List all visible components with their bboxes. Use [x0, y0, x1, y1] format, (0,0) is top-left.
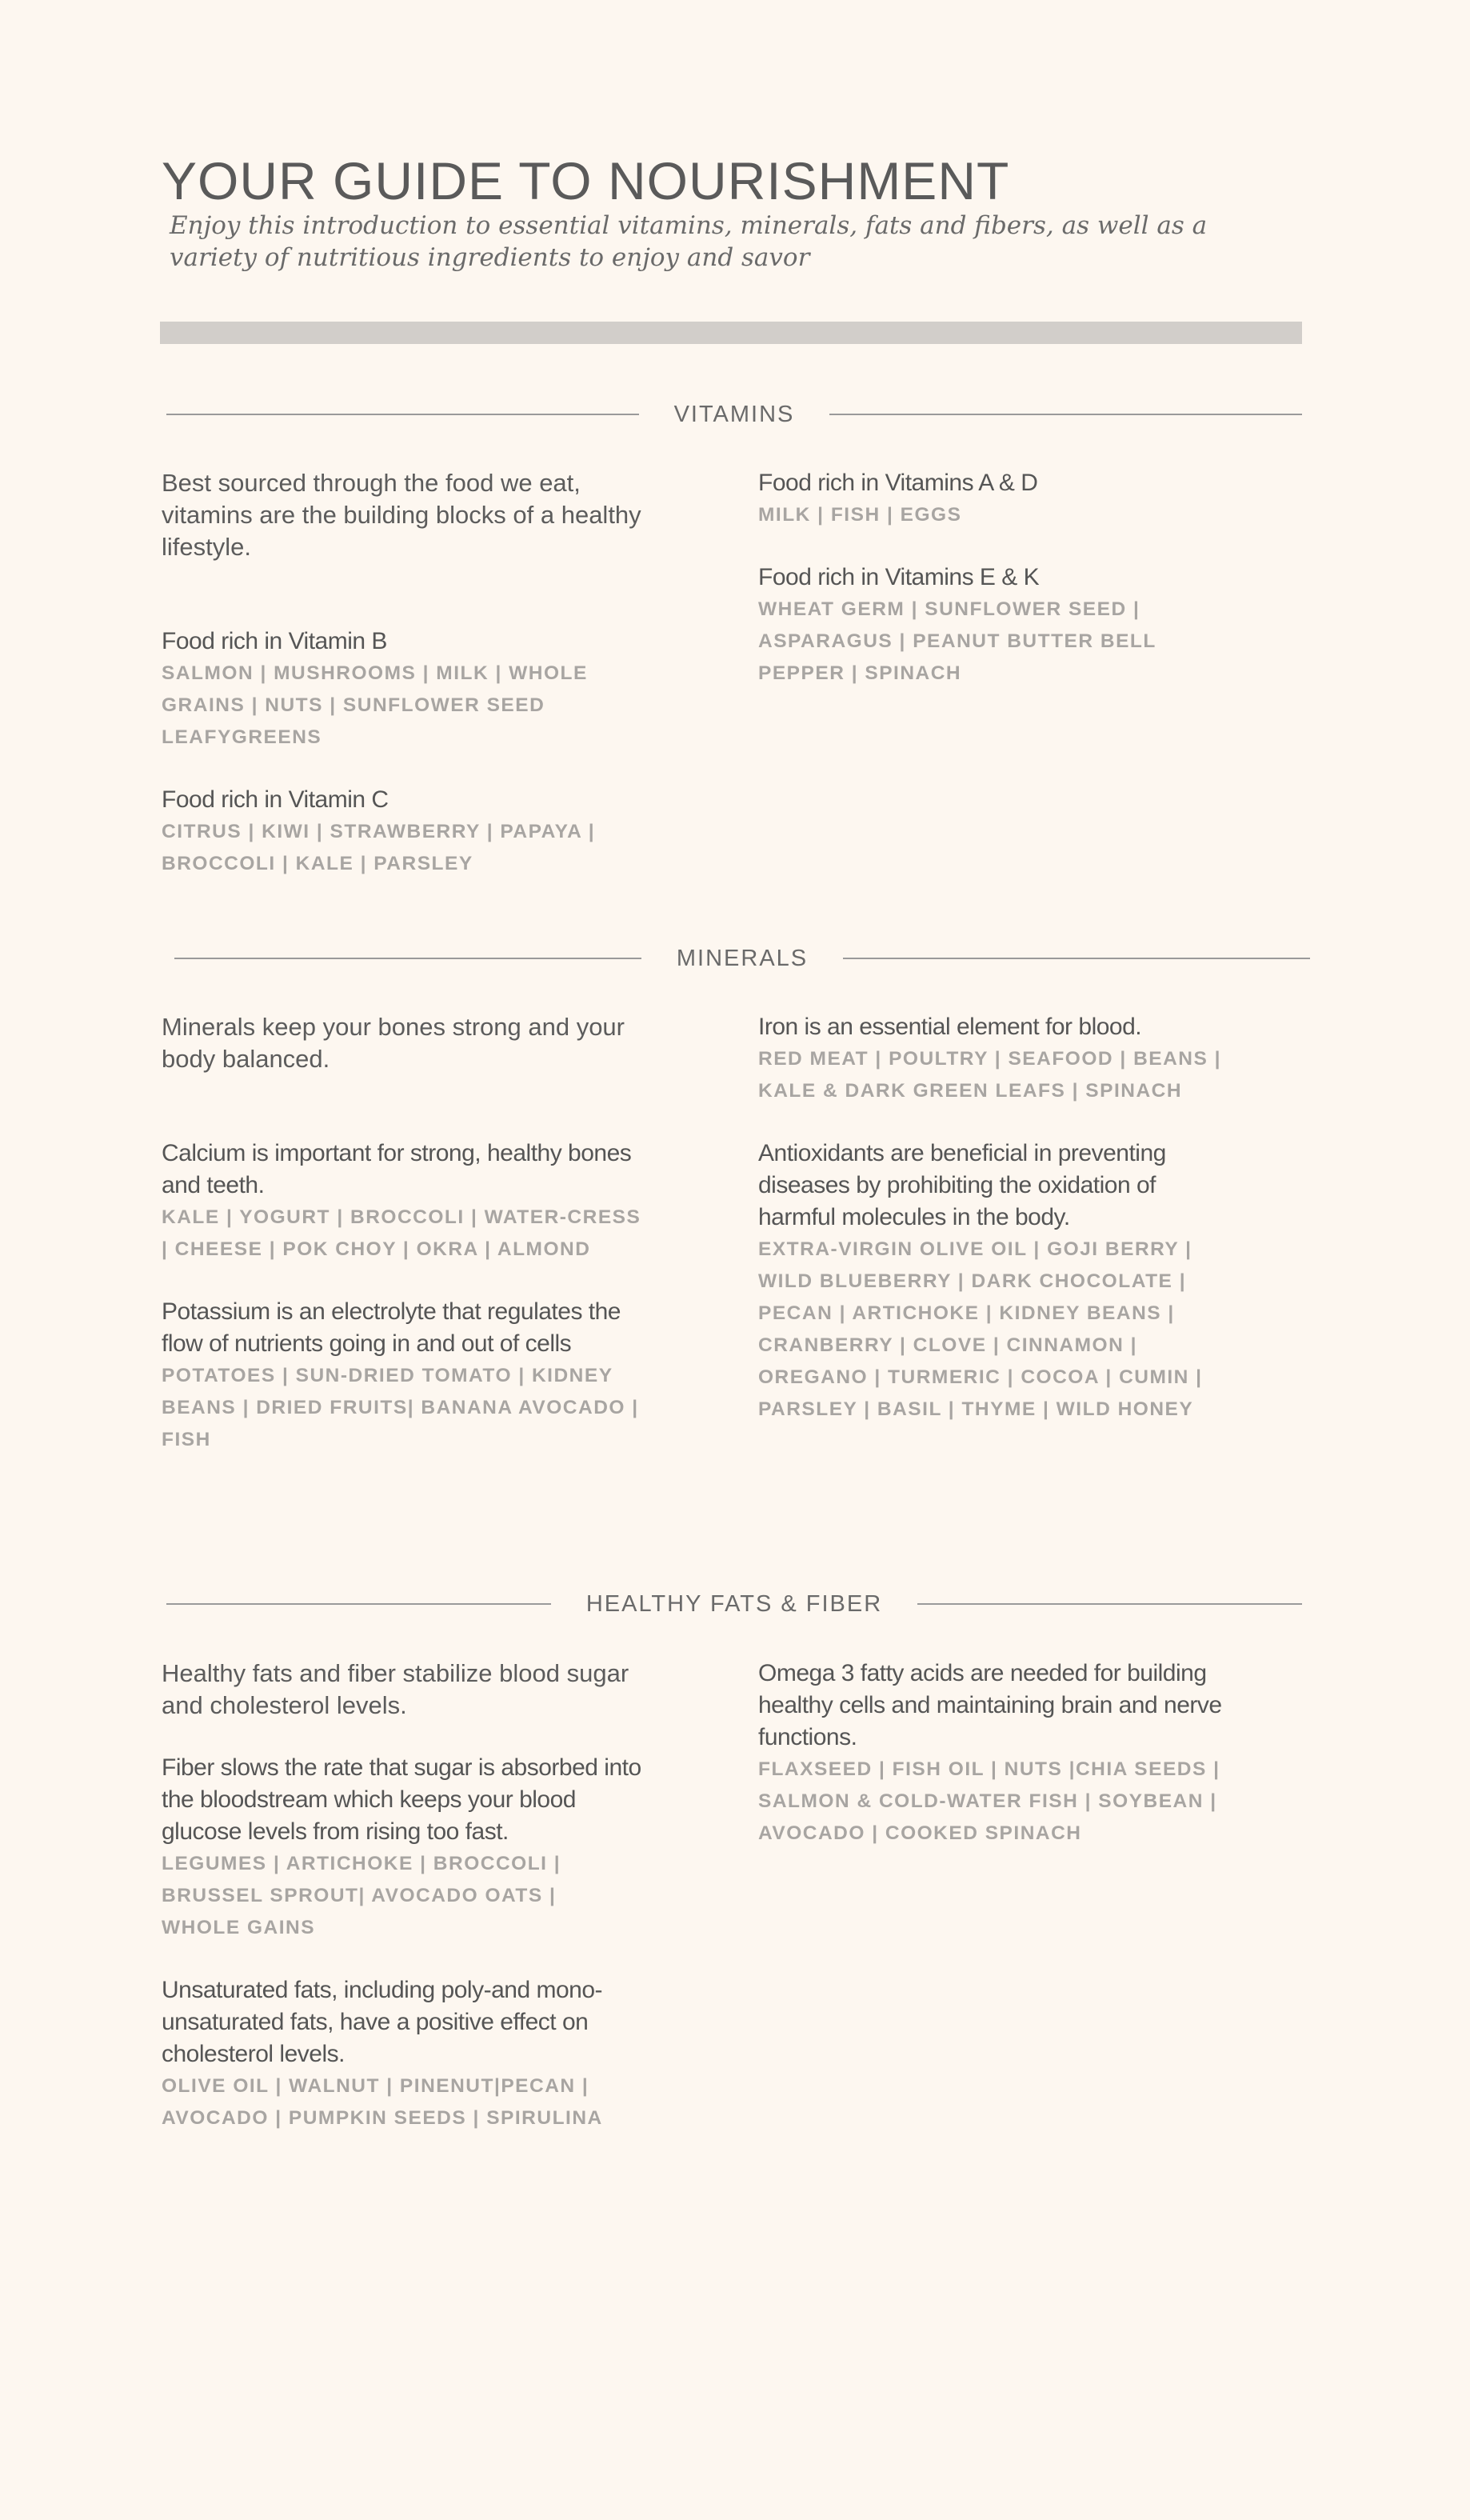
vitamin-ad-foods: MILK | FISH | EGGS [758, 504, 962, 526]
section-label-fats-fiber: HEALTHY FATS & FIBER [585, 1590, 883, 1617]
fiber-heading: Fiber slows the rate that sugar is absorbed into the bloodstream which keeps your blood glucose levels from rising too fast. [162, 1754, 641, 1845]
section-label-minerals: MINERALS [676, 945, 809, 971]
fats-right-column [758, 1658, 1230, 1850]
omega3-block [758, 1658, 1230, 1850]
iron-foods: RED MEAT | POULTRY | SEAFOOD | BEANS | KALE & DARK GREEN LEAFS | SPINACH [758, 1048, 1221, 1102]
divider-line [843, 958, 1310, 959]
divider-line [166, 1603, 551, 1605]
section-divider-vitamins [166, 398, 1302, 430]
vitamin-b-heading: Food rich in Vitamin B [162, 628, 387, 654]
section-divider-fats-fiber [166, 1588, 1302, 1620]
page-subtitle: Enjoy this introduction to essential vitamins, minerals, fats and fibers, as well as a variety of nutritious ingredients to enjoy and savor [170, 211, 1208, 272]
divider-line [917, 1603, 1302, 1605]
unsaturated-fats-heading: Unsaturated fats, including poly-and mono-unsaturated fats, have a positive effect on cholesterol levels. [162, 1977, 602, 2067]
divider-line [166, 414, 639, 415]
vitamins-left-column [162, 467, 641, 880]
omega3-heading: Omega 3 fatty acids are needed for building healthy cells and maintaining brain and nerve functions. [758, 1660, 1222, 1750]
unsaturated-fats-block [162, 1974, 641, 2134]
vitamin-ad-block [758, 467, 1238, 531]
iron-heading: Iron is an essential element for blood. [758, 1014, 1142, 1040]
vitamin-ad-heading: Food rich in Vitamins A & D [758, 470, 1038, 496]
calcium-block [162, 1138, 641, 1266]
calcium-foods: KALE | YOGURT | BROCCOLI | WATER-CRESS | CHEESE | POK CHOY | OKRA | ALMOND [162, 1206, 641, 1260]
potassium-heading: Potassium is an electrolyte that regulates the flow of nutrients going in and out of cells [162, 1298, 621, 1357]
calcium-heading: Calcium is important for strong, healthy bones and teeth. [162, 1140, 632, 1198]
unsaturated-fats-foods: OLIVE OIL | WALNUT | PINENUT|PECAN | AVOCADO | PUMPKIN SEEDS | SPIRULINA [162, 2075, 603, 2129]
antioxidants-block [758, 1138, 1230, 1426]
divider-line [829, 414, 1302, 415]
fiber-block [162, 1752, 641, 1944]
vitamin-c-heading: Food rich in Vitamin C [162, 786, 389, 813]
vitamin-c-block [162, 784, 641, 880]
antioxidants-foods: EXTRA-VIRGIN OLIVE OIL | GOJI BERRY | WILD BLUEBERRY | DARK CHOCOLATE | PECAN | ARTICHOKE | KIDNEY BEANS | CRANBERRY | CLOVE | CINNAMON | OREGANO | TURMERIC | COCOA | CUMIN | PARSLEY | BASIL | THYME | WILD HONEY [758, 1238, 1203, 1420]
potassium-foods: POTATOES | SUN-DRIED TOMATO | KIDNEY BEANS | DRIED FRUITS| BANANA AVOCADO | FISH [162, 1365, 639, 1450]
vitamin-ek-block [758, 562, 1238, 690]
vitamin-b-foods: SALMON | MUSHROOMS | MILK | WHOLE GRAINS | NUTS | SUNFLOWER SEED LEAFYGREENS [162, 662, 588, 748]
section-divider-minerals [174, 942, 1310, 974]
fiber-foods: LEGUMES | ARTICHOKE | BROCCOLI | BRUSSEL SPROUT| AVOCADO OATS | WHOLE GAINS [162, 1853, 561, 1938]
antioxidants-heading: Antioxidants are beneficial in preventing diseases by prohibiting the oxidation of harmful molecules in the body. [758, 1140, 1166, 1230]
vitamin-c-foods: CITRUS | KIWI | STRAWBERRY | PAPAYA | BROCCOLI | KALE | PARSLEY [162, 821, 596, 874]
vitamin-b-block [162, 626, 641, 754]
divider-line [174, 958, 641, 959]
iron-block [758, 1011, 1230, 1107]
minerals-left-column [162, 1011, 641, 1456]
minerals-intro: Minerals keep your bones strong and your body balanced. [162, 1013, 625, 1073]
page-title: YOUR GUIDE TO NOURISHMENT [162, 151, 1010, 210]
fats-left-column [162, 1658, 641, 2134]
fats-intro: Healthy fats and fiber stabilize blood sugar and cholesterol levels. [162, 1659, 629, 1719]
section-label-vitamins: VITAMINS [673, 401, 795, 427]
vitamin-ek-foods: WHEAT GERM | SUNFLOWER SEED | ASPARAGUS | PEANUT BUTTER BELL PEPPER | SPINACH [758, 598, 1156, 684]
vitamins-intro: Best sourced through the food we eat, vitamins are the building blocks of a healthy lifestyle. [162, 469, 641, 561]
vitamins-right-column [758, 467, 1238, 690]
header-divider-bar [160, 322, 1302, 344]
omega3-foods: FLAXSEED | FISH OIL | NUTS |CHIA SEEDS | SALMON & COLD-WATER FISH | SOYBEAN | AVOCADO | COOKED SPINACH [758, 1758, 1220, 1844]
potassium-block [162, 1296, 641, 1456]
minerals-right-column [758, 1011, 1230, 1426]
vitamin-ek-heading: Food rich in Vitamins E & K [758, 564, 1040, 590]
